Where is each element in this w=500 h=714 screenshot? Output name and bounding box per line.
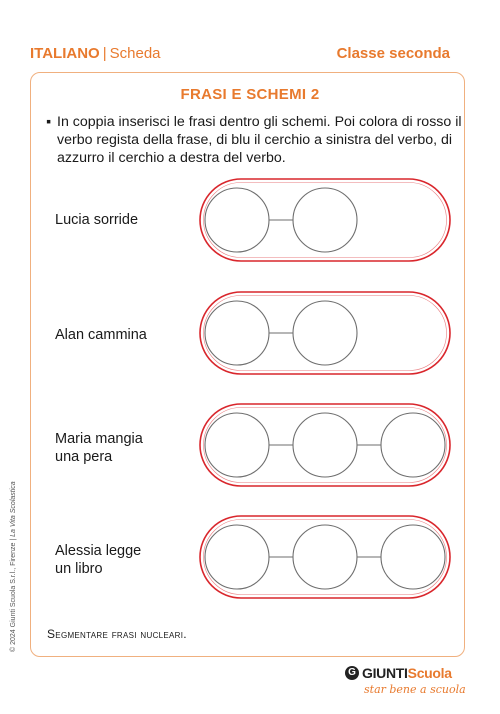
magazine-name: La Vita Scolastica (10, 481, 17, 537)
scheme-circle[interactable] (381, 525, 445, 589)
giunti-g-icon: G (345, 666, 359, 680)
scheme-circle[interactable] (205, 301, 269, 365)
scheme-circle[interactable] (293, 301, 357, 365)
logo-brand-suffix: Scuola (407, 665, 452, 681)
scheme-circle[interactable] (205, 188, 269, 252)
section-label: Scheda (109, 45, 161, 62)
copyright (10, 481, 17, 652)
subject-label: ITALIANO (30, 45, 100, 62)
sentence-line: Alessia legge (55, 543, 142, 559)
bullet-icon: ▪ (46, 114, 52, 130)
scheme-4 (200, 516, 450, 598)
scheme-circle[interactable] (293, 525, 357, 589)
scheme-circle[interactable] (381, 413, 445, 477)
grade-label: Classe seconda (336, 45, 450, 62)
sentence-line: Alan cammina (55, 327, 147, 343)
scheme-3 (200, 404, 450, 486)
scheme-circle[interactable] (293, 413, 357, 477)
logo-tagline: star bene a scuola (364, 683, 466, 696)
sentence-line: una pera (55, 449, 113, 465)
footer-note: Segmentare frasi nucleari. (47, 627, 187, 641)
logo-brand: GIUNTI (362, 665, 408, 681)
header-separator: | (102, 45, 107, 62)
sentence-line: Lucia sorride (55, 212, 139, 228)
scheme-1 (200, 179, 450, 261)
worksheet-title: FRASI E SCHEMI 2 (180, 86, 320, 103)
scheme-circle[interactable] (205, 413, 269, 477)
instruction-text: In coppia inserisci le frasi dentro gli schemi. Poi colora di rosso il verbo regista della frase, di blu il cerchio a sinistra del verbo, di azzurro il cerchio a destra del verbo. (57, 114, 462, 166)
copyright-text: © 2024 Giunti Scuola S.r.l., Firenze | (10, 536, 17, 652)
scheme-circle[interactable] (205, 525, 269, 589)
sentence-line: Maria mangia (55, 431, 143, 447)
publisher-logo (345, 663, 452, 683)
scheme-circle[interactable] (293, 188, 357, 252)
sentence-line: un libro (55, 561, 103, 577)
scheme-2 (200, 292, 450, 374)
